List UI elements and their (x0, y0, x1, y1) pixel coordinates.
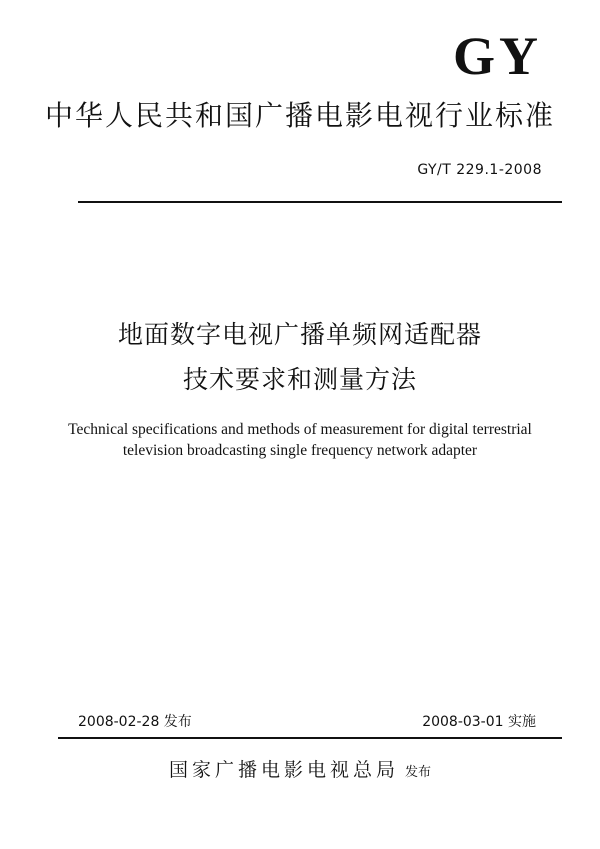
publisher (0, 755, 600, 788)
gy-logo: GY (453, 26, 542, 86)
issue-date: 2008-02-28 发布 (78, 714, 192, 730)
chinese-title-line-1: 地面数字电视广播单频网适配器 (117, 320, 482, 349)
english-title-line-1: Technical specifications and methods of measurement for digital terrestrial (68, 421, 532, 438)
bottom-divider (58, 737, 562, 739)
english-title-line-2: television broadcasting single frequency network adapter (122, 442, 478, 459)
standard-number: GY/T 229.1-2008 (417, 162, 542, 178)
publisher-name: 国家广播电影电视总局 (168, 759, 399, 781)
publisher-suffix: 发布 (405, 765, 432, 780)
top-divider (78, 201, 562, 203)
industry-standard-header: 中华人民共和国广播电影电视行业标准 (44, 99, 555, 132)
chinese-title-line-2: 技术要求和测量方法 (182, 365, 417, 394)
implementation-date: 2008-03-01 实施 (422, 714, 536, 730)
